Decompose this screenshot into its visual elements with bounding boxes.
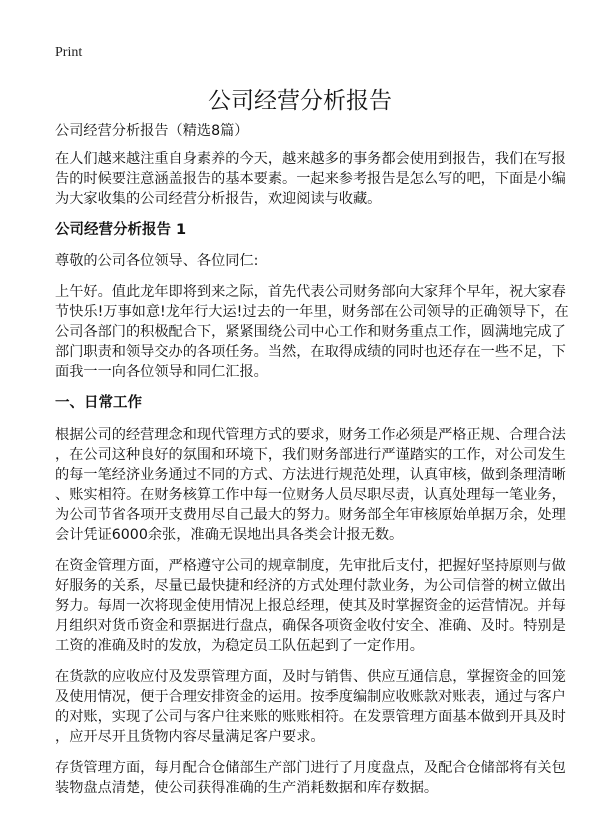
text-line: 及使用情况，便于合理安排资金的运用。按季度编制应收账款对账表，通过与客户 — [55, 689, 566, 705]
text-line: 存货管理方面，每月配合仓储部生产部门进行了月度盘点，及配合仓储部将有关包 — [55, 760, 566, 776]
text-line: 努力。每周一次将现金使用情况上报总经理，使其及时掌握资金的运营情况。并每 — [55, 598, 566, 614]
text-line: 在人们越来越注重自身素养的今天，越来越多的事务都会使用到报告，我们在写报 — [55, 151, 566, 167]
text-line: 根据公司的经营理念和现代管理方式的要求，财务工作必须是严格正规、合理合法 — [55, 427, 566, 443]
text-line: ，在公司这种良好的氛围和环境下，我们财务部进行严谨踏实的工作，对公司发生 — [55, 447, 566, 463]
text-line: 在资金管理方面，严格遵守公司的规章制度，先审批后支付，把握好坚持原则与做 — [55, 558, 566, 574]
text-line: 为公司节省各项开支费用尽自己最大的努力。财务部全年审核原始单据万余，处理 — [55, 507, 566, 523]
text-line: 面我一一向各位领导和同仁汇报。 — [55, 364, 268, 380]
subtitle: 公司经营分析报告（精选8篇） — [55, 123, 249, 139]
opening-paragraph — [55, 282, 569, 382]
section-heading: 公司经营分析报告 1 — [55, 222, 187, 238]
text-line: 节快乐!万事如意!龙年行大运!过去的一年里，财务部在公司领导的正确领导下，在 — [55, 304, 569, 320]
text-line: 部门职责和领导交办的各项任务。当然，在取得成绩的同时也还存在一些不足，下 — [55, 344, 566, 360]
text-line: 、账实相符。在财务核算工作中每一位财务人员尽职尽责，认真处理每一笔业务， — [55, 487, 566, 503]
text-line: 上午好。值此龙年即将到来之际，首先代表公司财务部向大家拜个早年，祝大家春 — [55, 284, 566, 300]
text-line: 月组织对货币资金和票据进行盘点，确保各项资金收付安全、准确、及时。特别是 — [55, 618, 566, 634]
text-line: 的对账，实现了公司与客户往来账的账账相符。在发票管理方面基本做到开具及时 — [55, 709, 566, 725]
daily-work-heading: 一、日常工作 — [55, 395, 142, 411]
text-line: 在货款的应收应付及发票管理方面，及时与销售、供应互通信息，掌握资金的回笼 — [55, 669, 566, 685]
page-title: 公司经营分析报告 — [208, 88, 392, 114]
document-body — [55, 121, 569, 809]
body-paragraph — [55, 425, 566, 545]
text-line: 好服务的关系，尽量已最快捷和经济的方式处理付款业务，为公司信誉的树立做出 — [55, 578, 566, 594]
text-line: 装物盘点清楚，使公司获得准确的生产消耗数据和库存数据。 — [55, 780, 439, 796]
body-paragraph — [55, 758, 566, 798]
text-line: 的每一笔经济业务通过不同的方式、方法进行规范处理，认真审核，做到条理清晰 — [55, 467, 566, 483]
text-line: 告的时候要注意涵盖报告的基本要素。一起来参考报告是怎么写的吧，下面是小编 — [55, 171, 566, 187]
text-line: 为大家收集的公司经营分析报告，欢迎阅读与收藏。 — [55, 191, 382, 207]
text-line: ，应开尽开且货物内容尽量满足客户要求。 — [55, 729, 325, 745]
body-paragraph — [55, 667, 566, 747]
intro-paragraph — [55, 149, 566, 209]
body-paragraph — [55, 556, 566, 656]
print-link[interactable]: Print — [55, 45, 83, 60]
text-line: 会计凭证6000余张，准确无误地出具各类会计报无数。 — [55, 527, 404, 543]
text-line: 工资的准确及时的发放，为稳定员工队伍起到了一定作用。 — [55, 638, 424, 654]
greeting: 尊敬的公司各位领导、各位同仁: — [55, 253, 259, 269]
text-line: 公司各部门的积极配合下，紧紧围绕公司中心工作和财务重点工作，圆满地完成了 — [55, 324, 566, 340]
